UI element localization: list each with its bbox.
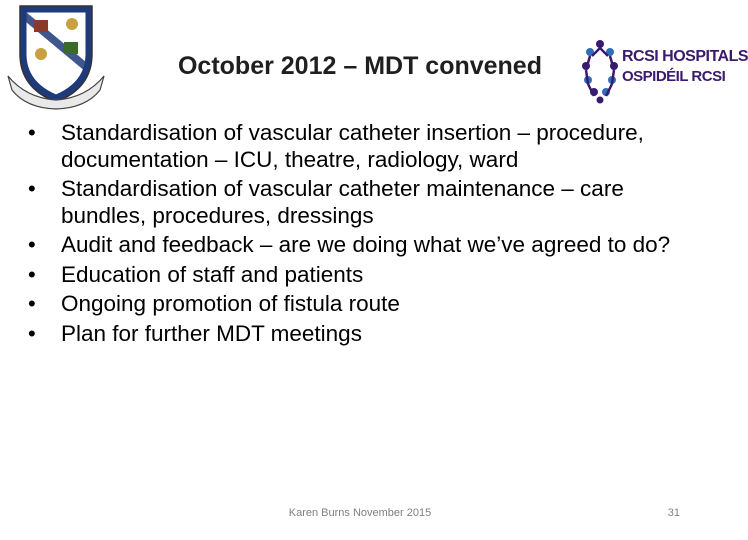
bullet-item <box>28 262 678 289</box>
bullet-item <box>28 321 678 348</box>
bullet-item <box>28 232 678 259</box>
bullet-text: Ongoing promotion of fistula route <box>61 291 400 316</box>
logo-line-1: RCSI HOSPITALS <box>622 48 748 65</box>
bullet-glyph: • <box>28 291 36 316</box>
bullet-item <box>28 120 678 173</box>
page-number: 31 <box>667 507 680 519</box>
bullet-text: Standardisation of vascular catheter insertion – procedure, documentation – ICU, theatre, radiology, ward <box>61 120 644 172</box>
bullet-list <box>28 120 678 350</box>
rcsi-hospitals-logo <box>580 38 748 104</box>
bullet-text: Plan for further MDT meetings <box>61 320 362 346</box>
bullet-item <box>28 176 678 229</box>
bullet-item <box>28 291 678 318</box>
slide-footer: Karen Burns November 2015 <box>288 507 432 519</box>
bullet-glyph: • <box>28 176 36 201</box>
bullet-glyph: • <box>28 120 36 145</box>
bullet-text: Audit and feedback – are we doing what we’ve agreed to do? <box>61 232 671 257</box>
slide-title: October 2012 – MDT convened <box>177 52 542 80</box>
bullet-glyph: • <box>28 261 36 287</box>
bullet-glyph: • <box>28 320 36 346</box>
bullet-glyph: • <box>28 232 36 257</box>
bullet-text: Standardisation of vascular catheter maintenance – care bundles, procedures, dressings <box>61 176 624 228</box>
hospital-crest-logo <box>6 2 106 110</box>
people-cluster-icon <box>580 38 620 104</box>
logo-line-2: OSPIDÉIL RCSI <box>622 68 726 85</box>
bullet-text: Education of staff and patients <box>61 261 364 287</box>
